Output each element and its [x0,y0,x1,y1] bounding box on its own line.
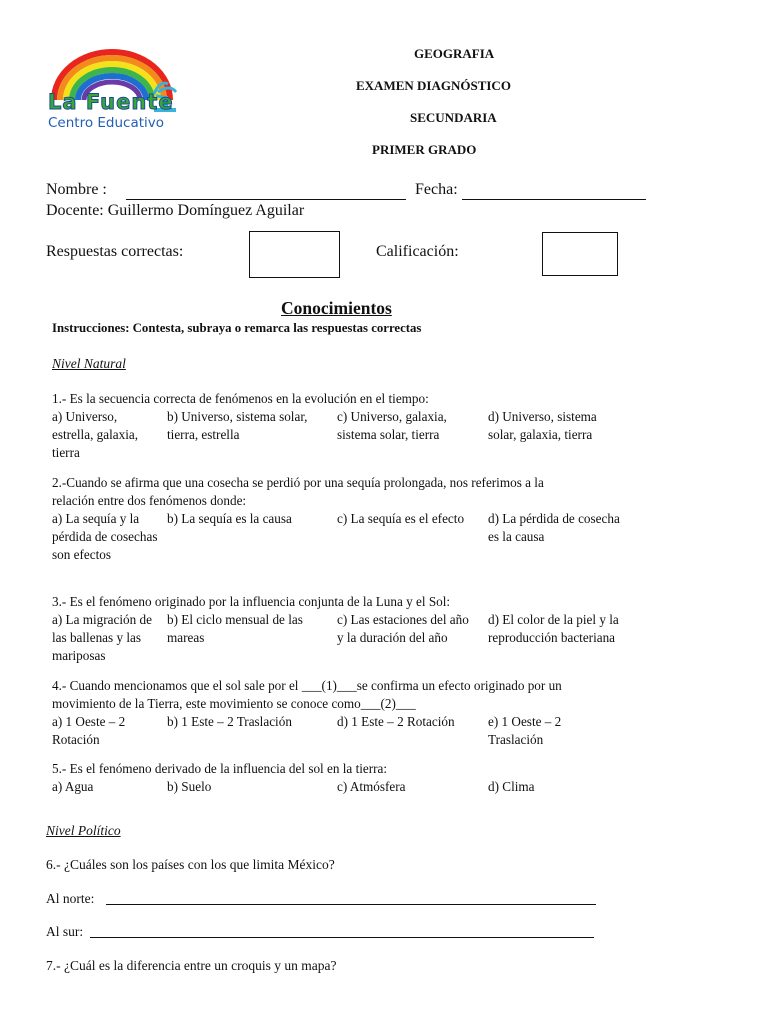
date-field[interactable] [462,199,646,200]
q5-option-a[interactable]: a) Agua [52,779,94,794]
q2-option-a[interactable]: a) La sequía y la pérdida de cosechas son efectos [52,511,158,562]
header-exam: EXAMEN DIAGNÓSTICO [356,78,511,93]
q1-option-b[interactable]: b) Universo, sistema solar, tierra, estrella [167,409,308,442]
logo-name: La Fuente [48,90,174,114]
school-logo [46,44,188,134]
question-5-text: 5.- Es el fenómeno derivado de la influencia del sol en la tierra: [52,761,388,776]
q2-option-b[interactable]: b) La sequía es la causa [167,511,292,526]
q4-option-e[interactable]: e) 1 Oeste – 2 Traslación [488,714,562,747]
north-answer-line[interactable] [106,904,596,905]
q1-option-a[interactable]: a) Universo, estrella, galaxia, tierra [52,409,139,460]
question-4-text-line1: 4.- Cuando mencionamos que el sol sale por el ___(1)___se confirma un efecto originado por un [52,678,562,693]
question-2-text-line2: relación entre dos fenómenos donde: [52,493,247,508]
question-3-text: 3.- Es el fenómeno originado por la influencia conjunta de la Luna y el Sol: [52,594,451,609]
logo-subtitle: Centro Educativo [48,115,165,131]
header-level: SECUNDARIA [410,110,497,125]
question-2-text-line1: 2.-Cuando se afirma que una cosecha se perdió por una sequía prolongada, nos referimos a la [52,475,544,490]
section-title: Conocimientos [281,298,392,318]
question-7-text: 7.- ¿Cuál es la diferencia entre un croquis y un mapa? [46,958,337,973]
south-answer-line[interactable] [90,937,594,938]
instructions: Instrucciones: Contesta, subraya o remarca las respuestas correctas [52,321,422,335]
question-1-text: 1.- Es la secuencia correcta de fenómenos en la evolución en el tiempo: [52,391,429,406]
level-politico-heading: Nivel Político [46,823,121,838]
q2-option-d[interactable]: d) La pérdida de cosecha es la causa [488,511,620,544]
q3-option-c[interactable]: c) Las estaciones del año y la duración del año [337,612,469,645]
q2-option-c[interactable]: c) La sequía es el efecto [337,511,465,526]
grade-label: Calificación: [376,243,459,260]
header-grade: PRIMER GRADO [372,142,477,157]
q4-option-a[interactable]: a) 1 Oeste – 2 Rotación [52,714,126,747]
q5-option-b[interactable]: b) Suelo [167,779,212,794]
q3-option-b[interactable]: b) El ciclo mensual de las mareas [167,612,303,645]
level-natural-heading: Nivel Natural [52,356,126,371]
header-subject: GEOGRAFIA [414,46,495,61]
grade-box[interactable] [542,232,618,276]
name-label: Nombre : [46,181,107,198]
question-6-text: 6.- ¿Cuáles son los países con los que limita México? [46,857,335,872]
correct-answers-box[interactable] [249,231,340,278]
south-label: Al sur: [46,924,84,939]
correct-answers-label: Respuestas correctas: [46,243,184,260]
q1-option-c[interactable]: c) Universo, galaxia, sistema solar, tierra [337,409,447,442]
north-label: Al norte: [46,891,95,906]
teacher-name: Docente: Guillermo Domínguez Aguilar [46,202,305,219]
q3-option-a[interactable]: a) La migración de las ballenas y las mariposas [52,612,152,663]
question-4-text-line2: movimiento de la Tierra, este movimiento se conoce como___(2)___ [52,696,416,711]
q4-option-d[interactable]: d) 1 Este – 2 Rotación [337,714,455,729]
q5-option-d[interactable]: d) Clima [488,779,535,794]
q1-option-d[interactable]: d) Universo, sistema solar, galaxia, tierra [488,409,597,442]
date-label: Fecha: [415,181,458,198]
name-field[interactable] [126,199,406,200]
q3-option-d[interactable]: d) El color de la piel y la reproducción bacteriana [488,612,619,645]
q4-option-b[interactable]: b) 1 Este – 2 Traslación [167,714,292,729]
q5-option-c[interactable]: c) Atmósfera [337,779,406,794]
